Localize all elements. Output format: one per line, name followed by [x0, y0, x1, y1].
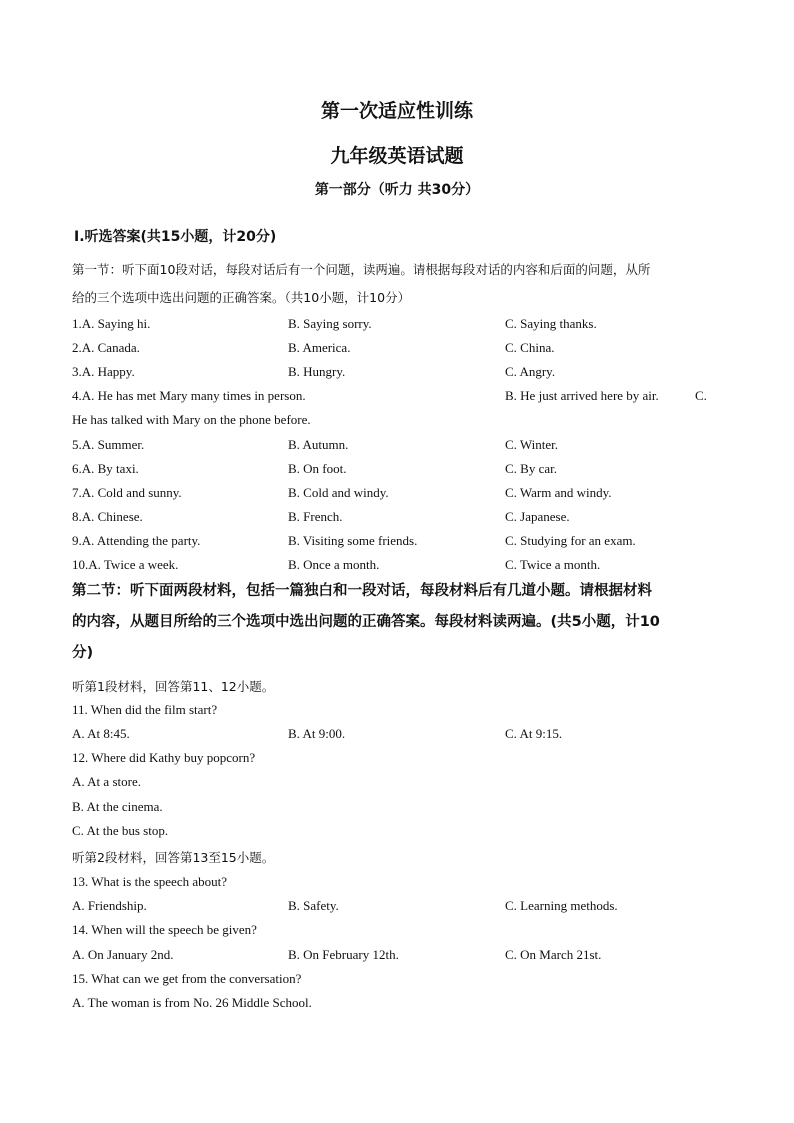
option-c: C. Saying thanks.	[505, 316, 597, 331]
option-b: B. French.	[288, 509, 343, 524]
part2-instructions-line3: 分)	[72, 645, 94, 661]
question-row-4	[72, 388, 722, 408]
part2-instructions	[72, 576, 722, 669]
question-12-option-c: C. At the bus stop.	[72, 823, 169, 838]
option-b: B. Autumn.	[288, 437, 349, 452]
part-heading: 第一部分（听力 共30分）	[314, 182, 480, 198]
option-c: C. By car.	[505, 461, 557, 476]
question-11-stem: 11. When did the film start?	[72, 702, 218, 717]
part1-instructions-line2: 给的三个选项中选出问题的正确答案。（共10小题，计10分）	[72, 290, 411, 305]
option-a: 2.A. Canada.	[72, 340, 140, 355]
option-b: B. On February 12th.	[288, 947, 399, 962]
question-row-7	[72, 485, 722, 505]
option-a: A. On January 2nd.	[72, 947, 174, 962]
option-a: A. Friendship.	[72, 898, 147, 913]
material-2-label: 听第2段材料，回答第13至15小题。	[72, 850, 275, 865]
question-12-option-a: A. At a store.	[72, 774, 141, 789]
question-row-1	[72, 316, 722, 336]
option-c: C. Studying for an exam.	[505, 533, 636, 548]
option-a: 7.A. Cold and sunny.	[72, 485, 182, 500]
option-b: B. At 9:00.	[288, 726, 346, 741]
question-row-10	[72, 557, 722, 577]
question-13-stem: 13. What is the speech about?	[72, 874, 227, 889]
question-row-5	[72, 437, 722, 457]
option-a: 5.A. Summer.	[72, 437, 145, 452]
option-a: 3.A. Happy.	[72, 364, 135, 379]
question-row-9	[72, 533, 722, 553]
option-b: B. America.	[288, 340, 351, 355]
material-1-label: 听第1段材料，回答第11、12小题。	[72, 679, 275, 694]
option-c: C. At 9:15.	[505, 726, 563, 741]
question-row-13	[72, 898, 722, 918]
option-a: 4.A. He has met Mary many times in person.	[72, 388, 306, 403]
part1-instructions	[72, 256, 722, 312]
option-c: C. On March 21st.	[505, 947, 602, 962]
question-row-3	[72, 364, 722, 384]
option-a: 1.A. Saying hi.	[72, 316, 151, 331]
option-a: A. At 8:45.	[72, 726, 130, 741]
option-b: B. Once a month.	[288, 557, 380, 572]
option-b: B. Saying sorry.	[288, 316, 372, 331]
option-b: B. On foot.	[288, 461, 347, 476]
option-b: B. Visiting some friends.	[288, 533, 418, 548]
option-c: C. Angry.	[505, 364, 556, 379]
part1-instructions-line1: 第一节：听下面10段对话，每段对话后有一个问题，读两遍。请根据每段对话的内容和后面的问题，从所	[72, 262, 651, 277]
option-b: B. Cold and windy.	[288, 485, 389, 500]
question-row-6	[72, 461, 722, 481]
option-a: 6.A. By taxi.	[72, 461, 139, 476]
question-row-11	[72, 726, 722, 746]
option-c-prefix: C.	[695, 388, 707, 403]
question-row-8	[72, 509, 722, 529]
question-14-stem: 14. When will the speech be given?	[72, 922, 257, 937]
option-a: 9.A. Attending the party.	[72, 533, 201, 548]
option-b: B. Safety.	[288, 898, 339, 913]
question-row-2	[72, 340, 722, 360]
option-b: B. He just arrived here by air.	[505, 388, 659, 403]
question-12-stem: 12. Where did Kathy buy popcorn?	[72, 750, 256, 765]
question-row-14	[72, 947, 722, 967]
option-c: C. Japanese.	[505, 509, 570, 524]
part2-instructions-line1: 第二节：听下面两段材料，包括一篇独白和一段对话，每段材料后有几道小题。请根据材料	[72, 583, 652, 599]
option-a: 8.A. Chinese.	[72, 509, 143, 524]
option-c-continuation: He has talked with Mary on the phone before.	[72, 412, 311, 427]
option-c: C. Winter.	[505, 437, 559, 452]
option-c: C. Twice a month.	[505, 557, 601, 572]
exam-subtitle: 九年级英语试题	[330, 145, 464, 167]
question-15-option-a: A. The woman is from No. 26 Middle School.	[72, 995, 312, 1010]
question-15-stem: 15. What can we get from the conversation?	[72, 971, 302, 986]
option-c: C. Warm and windy.	[505, 485, 612, 500]
part2-instructions-line2: 的内容，从题目所给的三个选项中选出问题的正确答案。每段材料读两遍。(共5小题，计10	[72, 614, 660, 630]
section-heading: Ⅰ.听选答案(共15小题，计20分)	[74, 229, 277, 245]
option-c: C. Learning methods.	[505, 898, 618, 913]
question-12-option-b: B. At the cinema.	[72, 799, 163, 814]
option-a: 10.A. Twice a week.	[72, 557, 179, 572]
exam-title: 第一次适应性训练	[320, 100, 473, 122]
option-b: B. Hungry.	[288, 364, 346, 379]
option-c: C. China.	[505, 340, 555, 355]
